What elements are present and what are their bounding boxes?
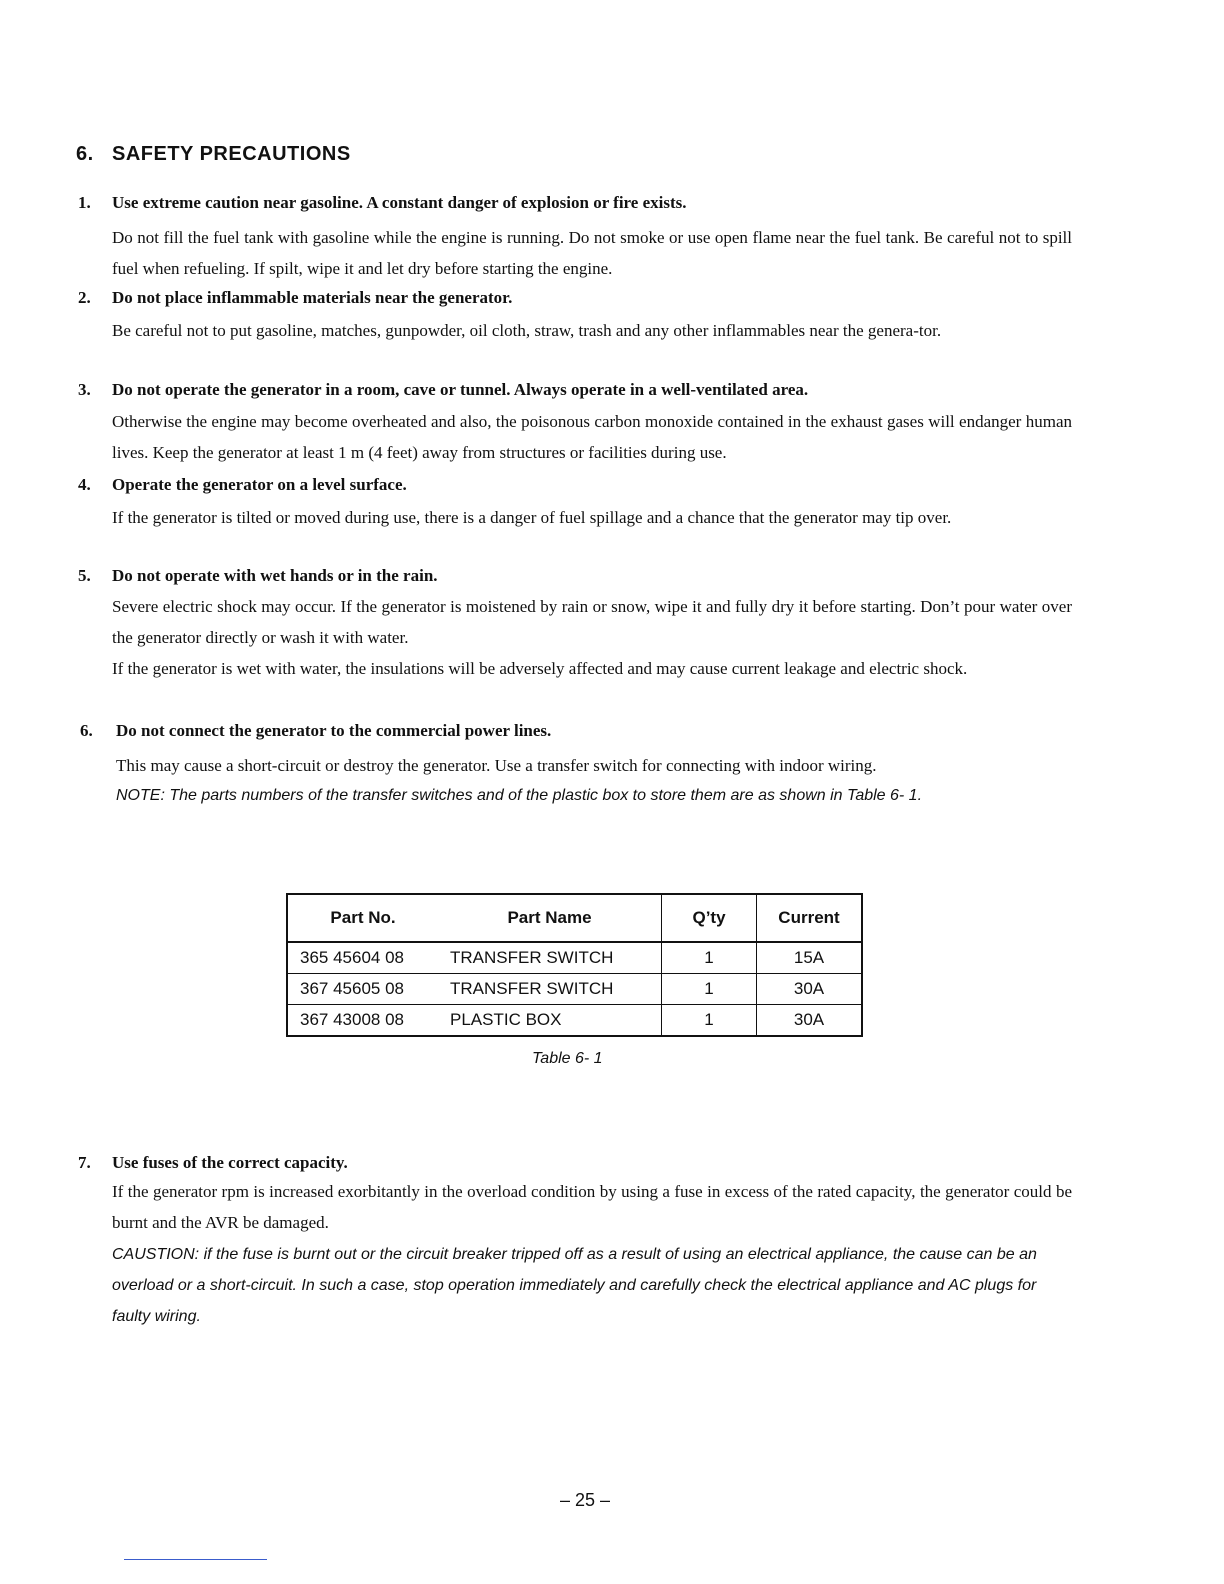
table-row xyxy=(287,942,862,974)
item-6-body: This may cause a short-circuit or destroy the generator. Use a transfer switch for connecting with indoor wiring. xyxy=(116,756,877,775)
item-4-title: Operate the generator on a level surface. xyxy=(112,475,407,494)
item-2-title: Do not place inflammable materials near the generator. xyxy=(112,288,513,307)
cell-qty: 1 xyxy=(662,974,757,1005)
cell-part-name: TRANSFER SWITCH xyxy=(438,974,662,1005)
item-1-number: 1. xyxy=(78,193,91,212)
item-7-caution: CAUSTION: if the fuse is burnt out or the circuit breaker tripped off as a result of using an electrical appliance, the cause can be an overload or a short-circuit. In such a case, stop operation immediately and carefully check the electrical appliance and AC plugs for faulty wiring. xyxy=(112,1246,1037,1325)
cell-part-no: 367 45605 08 xyxy=(287,974,438,1005)
table-row xyxy=(287,1005,862,1037)
item-6-note: NOTE: The parts numbers of the transfer switches and of the plastic box to store them are as shown in Table 6- 1. xyxy=(116,787,923,804)
table-header-row xyxy=(287,894,862,942)
item-3-number: 3. xyxy=(78,380,91,399)
item-4-number: 4. xyxy=(78,475,91,494)
page-number: – 25 – xyxy=(560,1490,611,1510)
cell-current: 15A xyxy=(757,942,863,974)
item-2-body: Be careful not to put gasoline, matches, gunpowder, oil cloth, straw, trash and any other inflammables near the genera-tor. xyxy=(112,321,942,340)
item-3-title: Do not operate the generator in a room, cave or tunnel. Always operate in a well-ventilated area. xyxy=(112,380,809,399)
header-part-name: Part Name xyxy=(438,894,662,942)
header-current: Current xyxy=(757,894,863,942)
table-caption: Table 6- 1 xyxy=(532,1050,603,1067)
section-number: 6. xyxy=(76,143,94,165)
header-qty: Q’ty xyxy=(662,894,757,942)
parts-table xyxy=(286,893,863,1037)
section-title: SAFETY PRECAUTIONS xyxy=(112,143,351,165)
cell-current: 30A xyxy=(757,1005,863,1037)
item-5-body-1: Severe electric shock may occur. If the generator is moistened by rain or snow, wipe it and fully dry it before starting. Don’t pour water over the generator directly or wash it with water. xyxy=(112,597,1072,647)
section-heading xyxy=(76,143,351,166)
item-7-body: If the generator rpm is increased exorbitantly in the overload condition by using a fuse in excess of the rated capacity, the generator could be burnt and the AVR be damaged. xyxy=(112,1182,1072,1232)
item-6-number: 6. xyxy=(80,721,93,740)
item-5-number: 5. xyxy=(78,566,91,585)
cell-current: 30A xyxy=(757,974,863,1005)
footer-rule xyxy=(124,1559,267,1560)
item-6-title: Do not connect the generator to the commercial power lines. xyxy=(116,721,552,740)
cell-part-name: PLASTIC BOX xyxy=(438,1005,662,1037)
item-7-number: 7. xyxy=(78,1153,91,1172)
cell-qty: 1 xyxy=(662,942,757,974)
header-part-no: Part No. xyxy=(287,894,438,942)
cell-part-no: 365 45604 08 xyxy=(287,942,438,974)
cell-part-name: TRANSFER SWITCH xyxy=(438,942,662,974)
cell-part-no: 367 43008 08 xyxy=(287,1005,438,1037)
item-3-body: Otherwise the engine may become overheated and also, the poisonous carbon monoxide contained in the exhaust gases will endanger human lives. Keep the generator at least 1 m (4 feet) away from structures or facilities during use. xyxy=(112,412,1072,462)
item-5-body-2: If the generator is wet with water, the insulations will be adversely affected and may cause current leakage and electric shock. xyxy=(112,659,968,678)
item-7-title: Use fuses of the correct capacity. xyxy=(112,1153,348,1172)
item-2-number: 2. xyxy=(78,288,91,307)
item-1-title: Use extreme caution near gasoline. A constant danger of explosion or fire exists. xyxy=(112,193,687,212)
item-1-body: Do not fill the fuel tank with gasoline while the engine is running. Do not smoke or use open flame near the fuel tank. Be careful not to spill fuel when refueling. If spilt, wipe it and let dry before starting the engine. xyxy=(112,228,1072,278)
cell-qty: 1 xyxy=(662,1005,757,1037)
table-row xyxy=(287,974,862,1005)
item-5-title: Do not operate with wet hands or in the rain. xyxy=(112,566,438,585)
item-4-body: If the generator is tilted or moved during use, there is a danger of fuel spillage and a chance that the generator may tip over. xyxy=(112,508,952,527)
